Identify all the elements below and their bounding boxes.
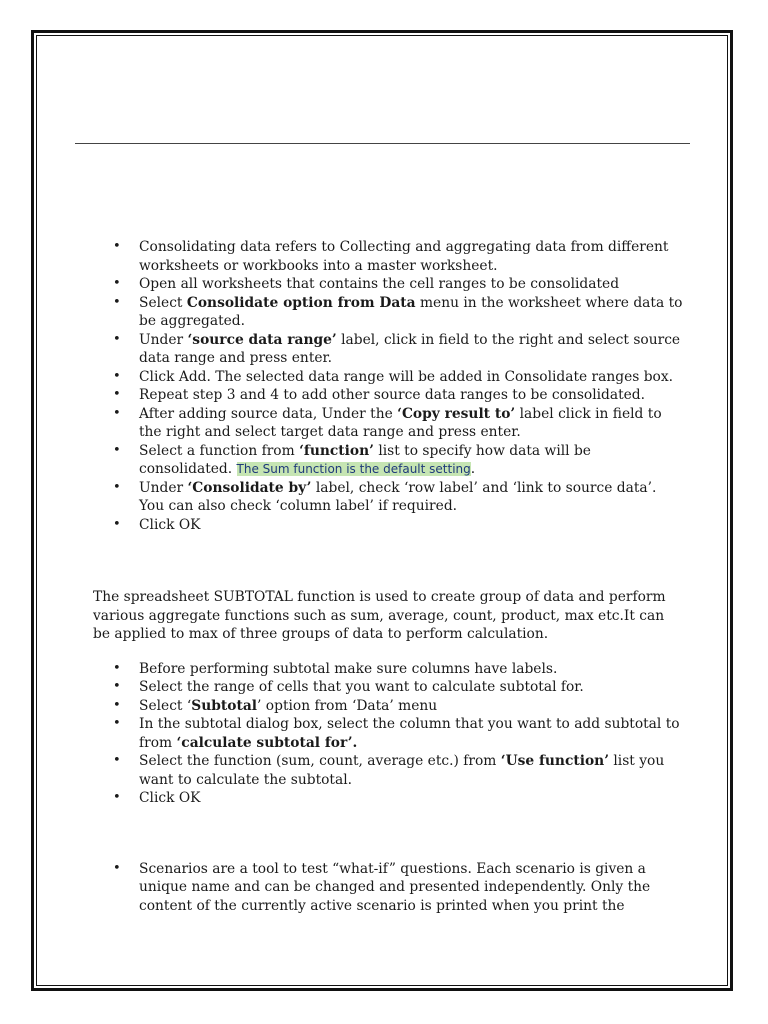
list-item: • After adding source data, Under the ‘Copy result to’ label click in field to the right and select target data range and press enter. [93,405,683,442]
document-body [93,238,683,915]
list-item: • Scenarios are a tool to test “what-if” questions. Each scenario is given a unique name and can be changed and presented independently. Only the content of the currently active scenario is printed when you print the [93,860,683,916]
list-item: • Select the range of cells that you want to calculate subtotal for. [93,678,683,697]
header-rule [75,143,690,144]
subtotal-steps-list [93,660,683,808]
list-item: • Select a function from ‘function’ list to specify how data will be consolidated. The Sum function is the default setting. [93,442,683,479]
list-item: • Open all worksheets that contains the cell ranges to be consolidated [93,275,683,294]
highlighted-note: The Sum function is the default setting [236,462,471,476]
subtotal-paragraph: The spreadsheet SUBTOTAL function is used to create group of data and perform various aggregate functions such as sum, average, count, product, max etc.It can be applied to max of three groups of data to perform calculation. [93,589,666,642]
list-item: • Before performing subtotal make sure columns have labels. [93,660,683,679]
list-item: • Select ‘Subtotal’ option from ‘Data’ menu [93,697,683,716]
list-item: • Click Add. The selected data range will be added in Consolidate ranges box. [93,368,683,387]
list-item: • Select the function (sum, count, average etc.) from ‘Use function’ list you want to calculate the subtotal. [93,752,683,789]
scenarios-list [93,860,683,916]
list-item: • Under ‘Consolidate by’ label, check ‘row label’ and ‘link to source data’. You can also check ‘column label’ if required. [93,479,683,516]
list-item: • Select Consolidate option from Data menu in the worksheet where data to be aggregated. [93,294,683,331]
list-item: • Click OK [93,516,683,535]
list-item: • Under ‘source data range’ label, click in field to the right and select source data range and press enter. [93,331,683,368]
consolidate-steps-list [93,238,683,534]
list-item: • Consolidating data refers to Collecting and aggregating data from different worksheets or workbooks into a master worksheet. [93,238,683,275]
list-item: • Repeat step 3 and 4 to add other source data ranges to be consolidated. [93,386,683,405]
list-item: • In the subtotal dialog box, select the column that you want to add subtotal to from ‘calculate subtotal for’. [93,715,683,752]
list-item: • Click OK [93,789,683,808]
